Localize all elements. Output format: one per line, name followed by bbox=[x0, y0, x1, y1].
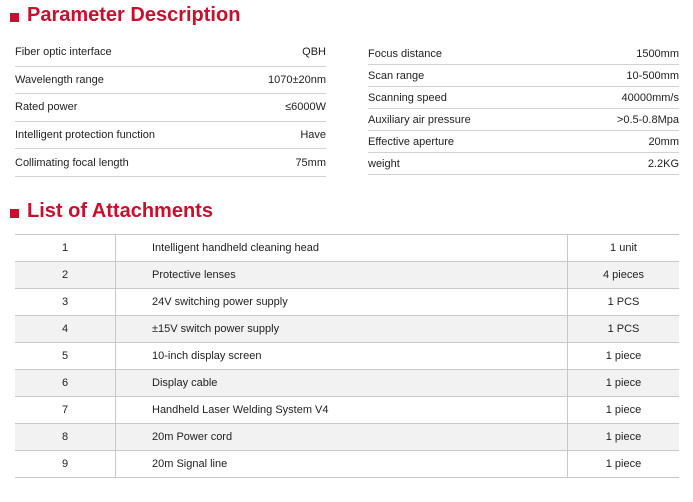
param-value: Have bbox=[235, 121, 326, 149]
item-name: Intelligent handheld cleaning head bbox=[116, 235, 568, 262]
param-value: 1500mm bbox=[562, 43, 679, 65]
table-row bbox=[15, 424, 679, 451]
table-row bbox=[15, 370, 679, 397]
item-number: 7 bbox=[15, 397, 116, 424]
item-quantity: 1 piece bbox=[568, 424, 680, 451]
item-name: Handheld Laser Welding System V4 bbox=[116, 397, 568, 424]
table-row bbox=[15, 397, 679, 424]
item-name: Protective lenses bbox=[116, 262, 568, 289]
param-value: >0.5-0.8Mpa bbox=[562, 109, 679, 131]
table-row bbox=[15, 262, 679, 289]
table-row bbox=[368, 87, 679, 109]
table-row bbox=[368, 131, 679, 153]
param-value: 2.2KG bbox=[562, 153, 679, 175]
param-value: 10-500mm bbox=[562, 65, 679, 87]
attachments-table bbox=[15, 234, 679, 478]
table-row bbox=[15, 94, 326, 122]
table-row bbox=[15, 289, 679, 316]
item-name: 10-inch display screen bbox=[116, 343, 568, 370]
item-quantity: 1 piece bbox=[568, 370, 680, 397]
parameter-description-heading bbox=[10, 4, 240, 27]
param-label: weight bbox=[368, 153, 562, 175]
item-number: 6 bbox=[15, 370, 116, 397]
param-label: Effective aperture bbox=[368, 131, 562, 153]
table-row bbox=[368, 109, 679, 131]
item-number: 5 bbox=[15, 343, 116, 370]
param-value: 40000mm/s bbox=[562, 87, 679, 109]
item-quantity: 1 piece bbox=[568, 397, 680, 424]
item-quantity: 1 piece bbox=[568, 343, 680, 370]
param-value: 20mm bbox=[562, 131, 679, 153]
item-name: Display cable bbox=[116, 370, 568, 397]
param-label: Fiber optic interface bbox=[15, 39, 235, 66]
table-row bbox=[15, 316, 679, 343]
param-label: Scanning speed bbox=[368, 87, 562, 109]
item-number: 2 bbox=[15, 262, 116, 289]
table-row bbox=[15, 235, 679, 262]
param-label: Intelligent protection function bbox=[15, 121, 235, 149]
table-row bbox=[368, 153, 679, 175]
parameter-description-title: Parameter Description bbox=[27, 4, 241, 26]
item-quantity: 1 PCS bbox=[568, 289, 680, 316]
param-value: ≤6000W bbox=[235, 94, 326, 122]
item-quantity: 1 unit bbox=[568, 235, 680, 262]
item-name: 20m Power cord bbox=[116, 424, 568, 451]
item-number: 9 bbox=[15, 451, 116, 478]
parameter-table-right bbox=[368, 43, 679, 175]
item-quantity: 1 piece bbox=[568, 451, 680, 478]
list-of-attachments-heading bbox=[10, 200, 213, 223]
param-label: Rated power bbox=[15, 94, 235, 122]
item-name: 20m Signal line bbox=[116, 451, 568, 478]
table-row bbox=[15, 66, 326, 94]
param-value: QBH bbox=[235, 39, 326, 66]
table-row bbox=[15, 149, 326, 177]
list-of-attachments-title: List of Attachments bbox=[27, 200, 213, 222]
table-row bbox=[15, 39, 326, 66]
param-value: 1070±20nm bbox=[235, 66, 326, 94]
square-bullet-icon bbox=[10, 13, 19, 22]
table-row bbox=[368, 43, 679, 65]
parameter-table-left bbox=[15, 39, 326, 177]
param-value: 75mm bbox=[235, 149, 326, 177]
item-number: 1 bbox=[15, 235, 116, 262]
param-label: Wavelength range bbox=[15, 66, 235, 94]
table-row bbox=[15, 121, 326, 149]
item-quantity: 1 PCS bbox=[568, 316, 680, 343]
param-label: Scan range bbox=[368, 65, 562, 87]
square-bullet-icon bbox=[10, 209, 19, 218]
item-name: ±15V switch power supply bbox=[116, 316, 568, 343]
table-row bbox=[15, 451, 679, 478]
item-number: 8 bbox=[15, 424, 116, 451]
param-label: Focus distance bbox=[368, 43, 562, 65]
item-quantity: 4 pieces bbox=[568, 262, 680, 289]
item-number: 4 bbox=[15, 316, 116, 343]
table-row bbox=[15, 343, 679, 370]
param-label: Collimating focal length bbox=[15, 149, 235, 177]
item-name: 24V switching power supply bbox=[116, 289, 568, 316]
table-row bbox=[368, 65, 679, 87]
param-label: Auxiliary air pressure bbox=[368, 109, 562, 131]
item-number: 3 bbox=[15, 289, 116, 316]
